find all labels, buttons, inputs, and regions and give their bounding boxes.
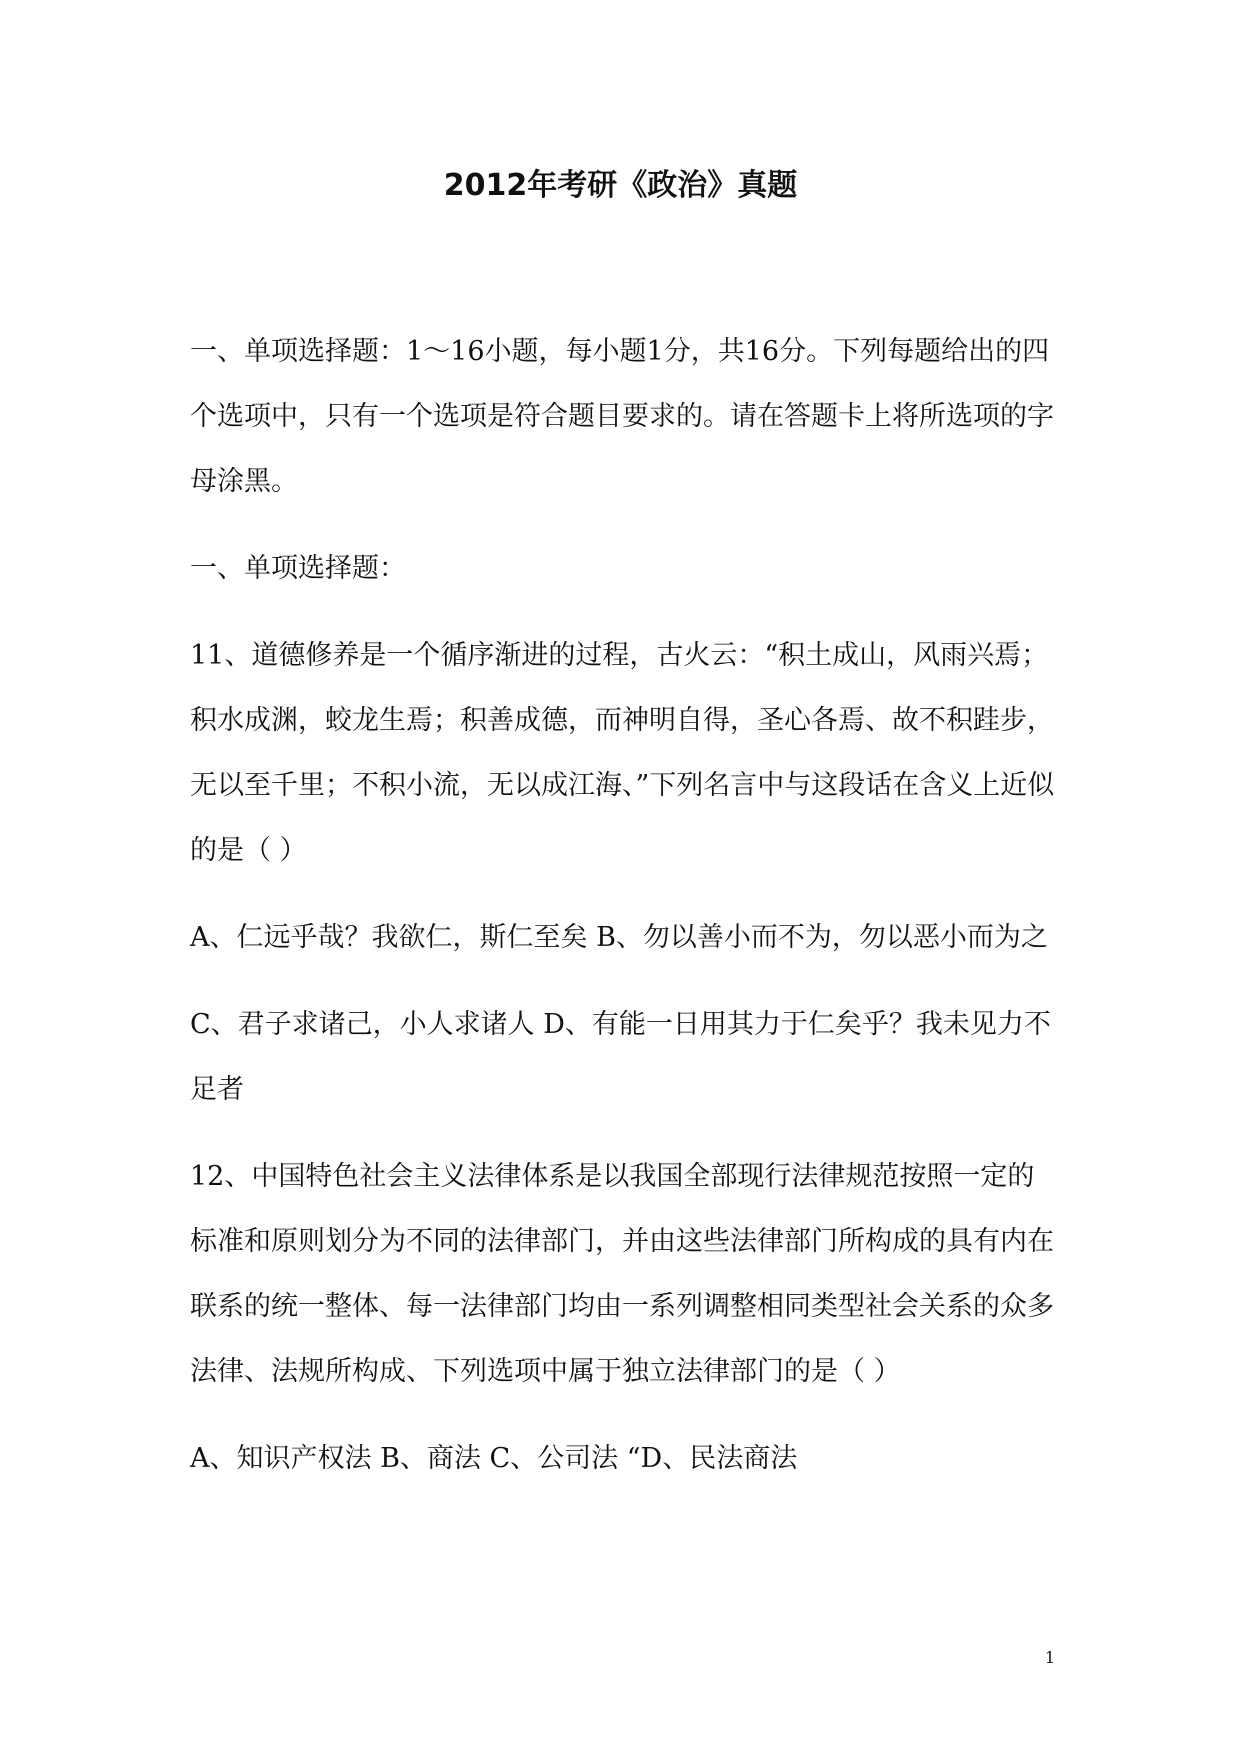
question-11-options-cd: C、君子求诸己，小人求诸人 D、有能一日用其力于仁矣乎？我未见力不足者 <box>190 1009 1051 1105</box>
document-body <box>190 319 1058 1513</box>
section-instructions: 一、单项选择题：1～16小题，每小题1分，共16分。下列每题给出的四个选项中，只有一个选项是符合题目要求的。请在答题卡上将所选项的字母涂黑。 <box>190 336 1054 497</box>
question-12-options: A、知识产权法 B、商法 C、公司法 “D、民法商法 <box>190 1443 798 1474</box>
section-heading: 一、单项选择题： <box>190 553 406 584</box>
page-title: 2012年考研《政治》真题 <box>443 168 798 203</box>
question-12: 12、中国特色社会主义法律体系是以我国全部现行法律规范按照一定的标准和原则划分为不同的法律部门，并由这些法律部门所构成的具有内在联系的统一整体、每一法律部门均由一系列调整相同类型社会关系的众多法律、法规所构成、下列选项中属于独立法律部门的是（ ） <box>190 1161 1054 1387</box>
page-number: 1 <box>1044 1648 1055 1667</box>
question-11-options-ab: A、仁远乎哉？我欲仁，斯仁至矣 B、勿以善小而不为，勿以恶小而为之 <box>190 922 1048 953</box>
question-11: 11、道德修养是一个循序渐进的过程，古火云：“积土成山，风雨兴焉；积水成渊，蛟龙生焉；积善成德，而神明自得，圣心各焉、故不积跬步，无以至千里；不积小流，无以成江海、”下列名言中与这段话在含义上近似的是（ ） <box>190 640 1055 866</box>
